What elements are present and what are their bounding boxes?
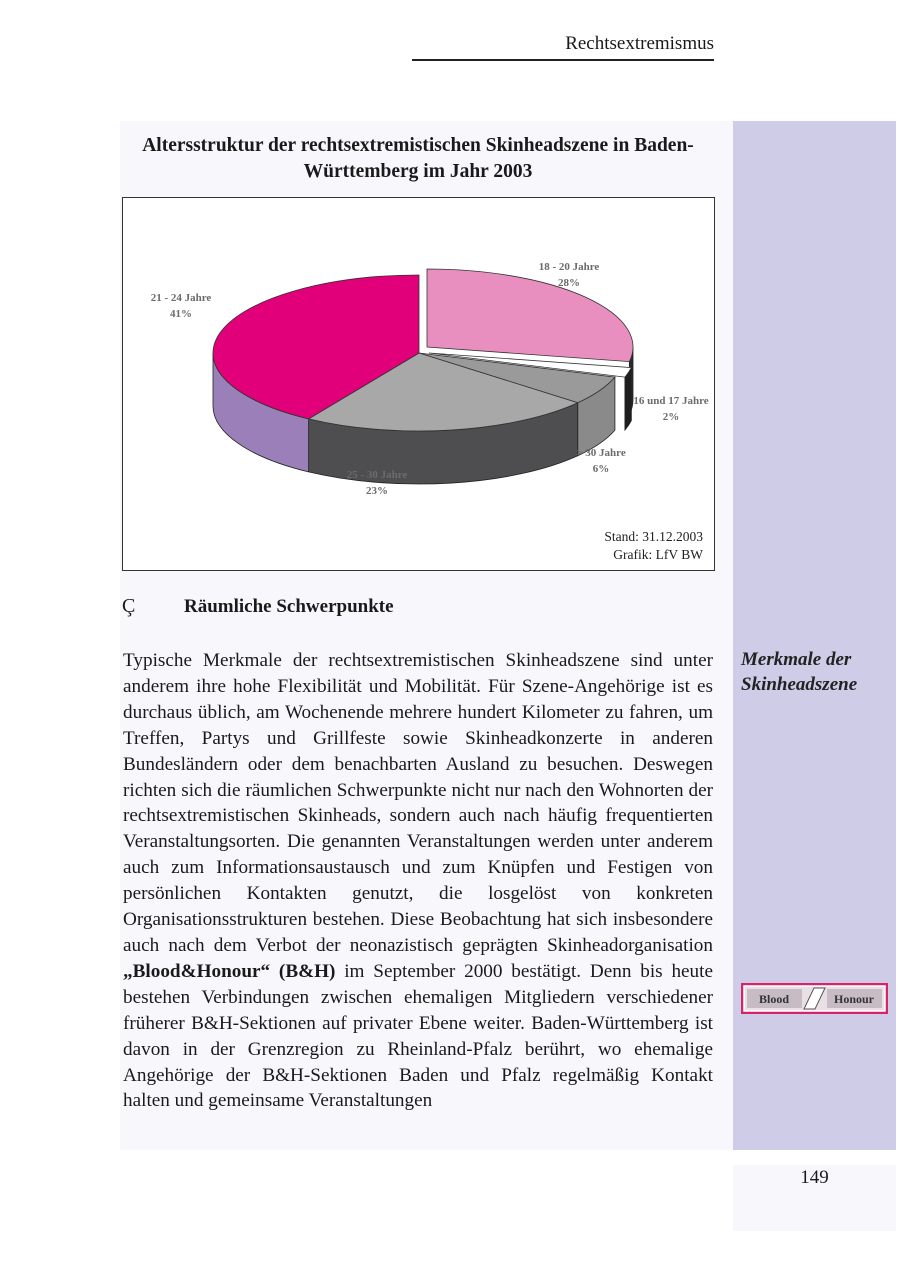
- body-paragraph: [123, 648, 713, 1114]
- pie-slice-label: 16 und 17 Jahre: [633, 395, 709, 407]
- chart-frame: [122, 197, 715, 571]
- pie-chart: [123, 198, 714, 570]
- pie-slice-percent: 28%: [558, 277, 580, 289]
- pie-slice-label: 21 - 24 Jahre: [150, 292, 212, 304]
- section-bullet-icon: Ç: [122, 595, 136, 617]
- pie-slice-percent: 41%: [170, 308, 192, 320]
- pie-slice-percent: 6%: [592, 463, 610, 475]
- logo-text-blood: Blood: [758, 992, 790, 1006]
- logo-text-honour: Honour: [833, 992, 875, 1006]
- pie-slice-side: [625, 368, 631, 430]
- chart-title: Altersstruktur der rechtsextremistischen Skinheadszene in Baden-Württemberg im Jahr 2003: [142, 135, 694, 182]
- body-text-bold: „Blood&Honour“ (B&H): [123, 960, 336, 982]
- chart-grafik-credit: Grafik: LfV BW: [613, 547, 703, 562]
- running-header: Rechtsextremismus: [412, 33, 714, 61]
- blood-honour-logo-image: [741, 983, 888, 1014]
- pie-slice-percent: 23%: [366, 485, 388, 497]
- chart-stand-date: Stand: 31.12.2003: [604, 529, 703, 544]
- section-heading: Räumliche Schwerpunkte: [184, 596, 394, 617]
- chart-source: [604, 528, 703, 564]
- pie-slice: [427, 269, 633, 362]
- pie-slice-label: 25 - 30 Jahre: [346, 469, 408, 481]
- blood-honour-logo: [741, 983, 888, 1014]
- margin-note: [741, 647, 891, 697]
- pie-slice-label: > 30 Jahre: [576, 447, 626, 459]
- page-number: 149: [800, 1167, 829, 1188]
- pie-slice-percent: 2%: [662, 411, 680, 423]
- margin-note-line2: Skinheadszene: [741, 674, 858, 695]
- body-text-start: Typische Merkmale der rechtsextremistischen Skinheadszene sind unter anderem ihre hohe Flexibilität und Mobilität. Für Szene-Angehörige ist es durchaus üblich, am Wochenende mehrere hundert Kilometer zu fahren, um Treffen, Partys und Grillfeste sowie Skinheadkonzerte in anderen Bundesländern oder dem benachbarten Ausland zu besuchen. Deswegen richten sich die räumlichen Schwerpunkte nicht nur nach den Wohnorten der rechtsextremistischen Skinheads, sondern auch nach häufig frequentierten Veranstaltungsorten. Die genannten Veranstaltungen werden unter anderem auch zum Informationsaustausch und zum Knüpfen und Festigen von persönlichen Kontakten genutzt, die losgelöst von konkreten Organisationsstrukturen bestehen. Diese Beobachtung hat sich insbesondere auch nach dem Verbot der neonazistisch geprägten Skinheadorganisation: [123, 650, 713, 956]
- pie-slice-label: 18 - 20 Jahre: [538, 261, 600, 273]
- body-text-end: im September 2000 bestätigt. Denn bis heute bestehen Verbindungen zwischen ehemaligen Mitgliedern verschiedener früherer B&H-Sektionen auf privater Ebene weiter. Baden-Württemberg ist davon in der Grenzregion zu Rheinland-Pfalz berührt, wo ehemalige Angehörige der B&H-Sektionen Baden und Pfalz regelmäßig Kontakt halten und gemeinsame Veranstaltungen: [123, 960, 713, 1112]
- margin-note-line1: Merkmale der: [741, 649, 852, 670]
